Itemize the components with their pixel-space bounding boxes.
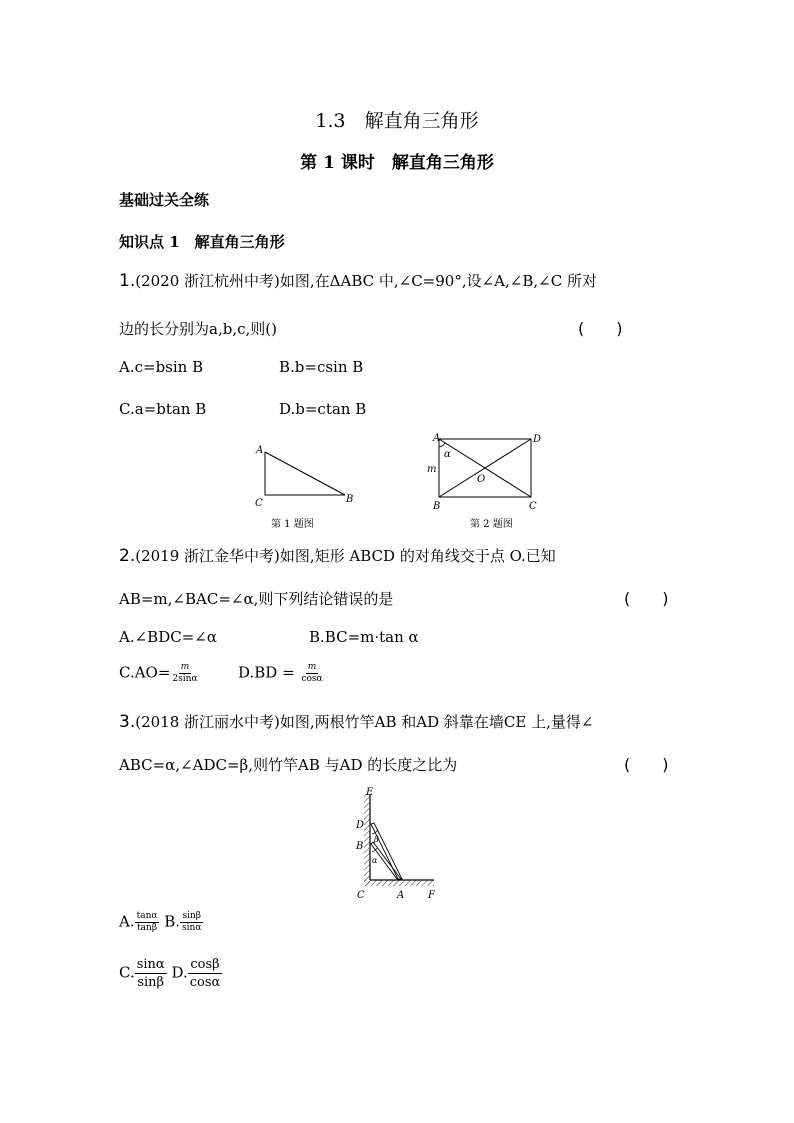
figure-3-wall-poles [350, 782, 445, 904]
figure-2-rectangle [425, 430, 550, 515]
vertex-label-d: D [533, 434, 542, 445]
figure-2-caption: 第 2 题图 [470, 519, 513, 530]
option-d [238, 663, 325, 684]
question-text: (2018 浙江丽水中考)如图,两根竹竿AB 和AD 斜靠在墙CE 上,量得∠ [135, 713, 594, 731]
question-number: 2. [119, 546, 136, 566]
option-a: A.∠BDC=∠α [119, 628, 217, 646]
question-3 [119, 711, 593, 732]
triangle-abc [265, 452, 345, 495]
vertex-label-b: B [433, 501, 441, 512]
option-a-numerator: tanα [136, 911, 158, 921]
question-2-line2: AB=m,∠BAC=∠α,则下列结论错误的是 [119, 590, 394, 608]
answer-blank: ( ) [624, 589, 669, 608]
vertex-label-c: C [255, 498, 263, 509]
option-c: C.a=btan B [119, 400, 207, 418]
point-label-d: D [356, 820, 365, 831]
option-a-denominator: tanβ [137, 923, 158, 933]
lesson-subtitle: 第 1 课时 解直角三角形 [300, 153, 494, 173]
point-label-c: C [357, 890, 365, 901]
option-b-denominator: sinα [182, 923, 202, 933]
point-label-b: B [356, 841, 364, 852]
option-c-prefix: C.AO= [119, 663, 171, 682]
option-a: A.c=bsin B [119, 358, 204, 376]
option-b-prefix: B. [164, 912, 181, 931]
question-3-line2: ABC=α,∠ADC=β,则竹竿AB 与AD 的长度之比为 [119, 756, 458, 774]
page-title: 1.3 解直角三角形 [315, 110, 479, 132]
answer-blank: ( ) [578, 319, 623, 338]
question-2 [119, 545, 556, 566]
side-label-m: m [427, 464, 437, 475]
option-c-denominator: 2sinα [172, 674, 198, 684]
option-a [119, 912, 203, 933]
option-c-denominator: sinβ [137, 975, 165, 990]
option-d-prefix: D.BD = [238, 663, 295, 682]
vertex-label-a: A [433, 433, 441, 444]
option-d-prefix: D. [171, 963, 188, 982]
figure-1-triangle [250, 440, 365, 510]
point-label-f: F [428, 890, 435, 901]
point-label-e: E [366, 787, 374, 798]
option-c-numerator: m [180, 662, 190, 672]
option-d-denominator: cosα [301, 674, 323, 684]
question-number: 1. [119, 271, 136, 291]
question-1 [119, 270, 597, 291]
question-text: (2019 浙江金华中考)如图,矩形 ABCD 的对角线交于点 O.已知 [135, 547, 556, 565]
angle-label-alpha: α [372, 856, 378, 865]
angle-label-alpha: α [444, 449, 451, 460]
option-b-numerator: sinβ [182, 911, 201, 921]
point-label-a: A [397, 890, 405, 901]
angle-label-beta: β [374, 835, 379, 844]
option-c [119, 663, 200, 684]
answer-blank: ( ) [624, 755, 669, 774]
point-label-o: O [477, 474, 486, 485]
figure-1-caption: 第 1 题图 [271, 519, 314, 530]
option-c [119, 958, 222, 989]
option-d-numerator: cosβ [190, 957, 220, 972]
section-heading: 基础过关全练 [119, 191, 210, 209]
question-text: (2020 浙江杭州中考)如图,在ΔABC 中,∠C=90°,设∠A,∠B,∠C 所对 [135, 272, 597, 290]
vertex-label-b: B [346, 494, 354, 505]
ground-hatching [364, 880, 434, 886]
vertex-label-c: C [529, 501, 537, 512]
question-1-line2: 边的长分别为a,b,c,则() [119, 320, 277, 338]
vertex-label-a: A [256, 445, 264, 456]
question-number: 3. [119, 712, 136, 732]
knowledge-point-heading: 知识点 1 解直角三角形 [119, 233, 285, 251]
option-d-denominator: cosα [189, 975, 221, 990]
option-d-numerator: m [307, 662, 317, 672]
option-d: D.b=ctan B [279, 400, 367, 418]
option-c-numerator: sinα [136, 957, 165, 972]
option-b: B.b=csin B [279, 358, 364, 376]
option-b: B.BC=m·tan α [309, 628, 419, 646]
wall-hatching [364, 794, 370, 886]
option-a-prefix: A. [119, 912, 135, 931]
option-c-prefix: C. [119, 963, 135, 982]
